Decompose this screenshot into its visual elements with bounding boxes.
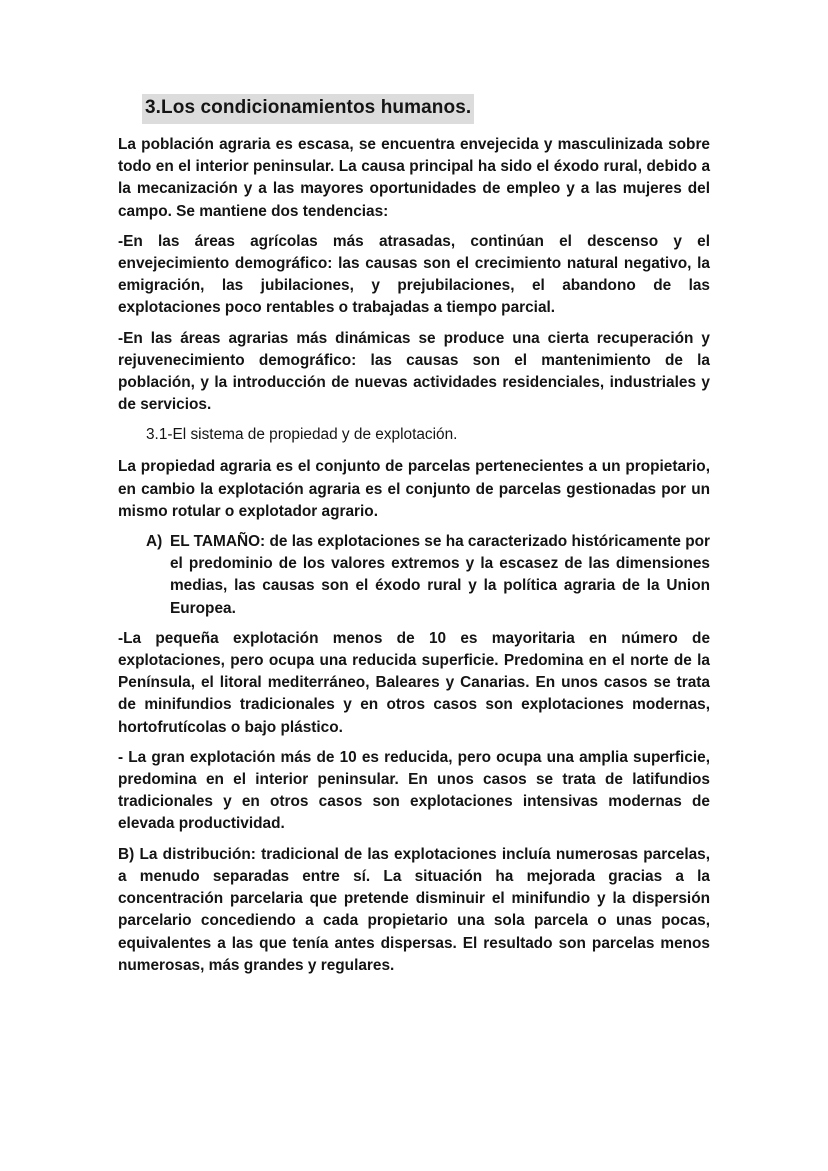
list-marker-a: A) [146,533,163,551]
subsection-heading: 3.1-El sistema de propiedad y de explotación. [146,426,458,444]
intro-paragraph: La población agraria es escasa, se encuentra envejecida y masculinizada sobre todo en el interior peninsular. La causa principal ha sido el éxodo rural, debido a la mecanización y a las mayores oportunidades de empleo y a las mujeres del campo. Se mantiene dos tendencias: [118,136,710,220]
distribution-paragraph: B) La distribución: tradicional de las explotaciones incluía numerosas parcelas, a menudo separadas entre sí. La situación ha mejorada gracias a la concentración parcelaria que pretende disminuir el minifundio y la dispersión parcelario concediendo a cada propietario una sola parcela o unas pocas, equivalentes a las que tenía antes dispersas. El resultado son parcelas menos numerosas, más grandes y regulares. [118,845,710,974]
large-farm-paragraph: - La gran explotación más de 10 es reducida, pero ocupa una amplia superficie, predomina en el interior peninsular. En unos casos se trata de latifundios tradicionales y en otros casos son explotaciones intensivas modernas de elevada productividad. [118,748,710,833]
trend-paragraph-1: -En las áreas agrícolas más atrasadas, continúan el descenso y el envejecimiento demográfico: las causas son el crecimiento natural negativo, la emigración, las jubilaciones, y prejubilaciones, el abandono de las explotaciones poco rentables o trabajadas a tiempo parcial. [118,232,710,317]
list-item-a-text [170,531,710,620]
list-item-a-term: EL TAMAÑO: [170,533,266,551]
section-heading: 3.Los condicionamientos humanos. [142,94,474,124]
property-paragraph: La propiedad agraria es el conjunto de parcelas pertenecientes a un propietario, en cambio la explotación agraria es el conjunto de parcelas gestionadas por un mismo rotular o explotador agrario. [118,458,710,520]
list-item-a-body: de las explotaciones se ha caracterizado históricamente por el predominio de los valores extremos y la escasez de las dimensiones medias, las causas son el éxodo rural y la política agraria de la Union Europea. [170,533,710,617]
trend-paragraph-2: -En las áreas agrarias más dinámicas se produce una cierta recuperación y rejuvenecimiento demográfico: las causas son el mantenimiento de la población, y la introducción de nuevas actividades residenciales, industriales y de servicios. [118,329,710,414]
small-farm-paragraph: -La pequeña explotación menos de 10 es mayoritaria en número de explotaciones, pero ocupa una reducida superficie. Predomina en el norte de la Península, el litoral mediterráneo, Baleares y Canarias. En unos casos se trata de minifundios tradicionales y en otros casos son explotaciones modernas, hortofrutícolas o bajo plástico. [118,629,710,736]
document-page [118,94,710,985]
list-item-a [146,531,710,620]
